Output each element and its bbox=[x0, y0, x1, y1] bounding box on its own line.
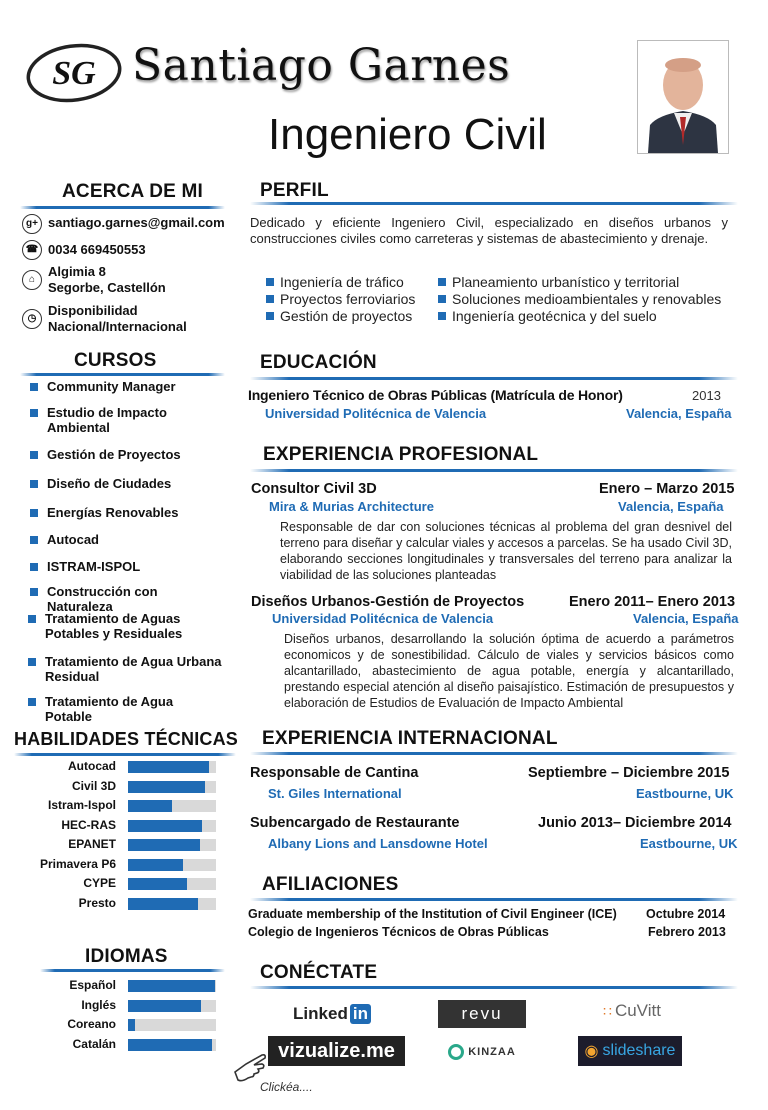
profile-heading: PERFIL bbox=[260, 180, 329, 201]
monogram-logo bbox=[25, 42, 123, 104]
bullet-icon bbox=[28, 698, 36, 706]
bar-fill bbox=[128, 839, 200, 851]
bullet-icon bbox=[30, 409, 38, 417]
bar-label: HEC-RAS bbox=[61, 817, 116, 832]
skill-row bbox=[18, 816, 208, 836]
affiliation-2-date: Febrero 2013 bbox=[648, 925, 726, 939]
profile-area-item: Ingeniería de tráfico bbox=[266, 274, 415, 291]
google-plus-icon: g+ bbox=[22, 214, 42, 234]
job1-role: Consultor Civil 3D bbox=[251, 481, 377, 497]
bar-track bbox=[128, 1000, 216, 1012]
bar-track bbox=[128, 898, 216, 910]
course-item: ISTRAM-ISPOL bbox=[30, 559, 220, 574]
clock-icon: ◷ bbox=[22, 309, 42, 329]
bullet-icon bbox=[28, 615, 36, 623]
profile-areas-left bbox=[266, 274, 415, 325]
bullet-icon bbox=[438, 278, 446, 286]
job-title: Ingeniero Civil bbox=[268, 110, 547, 159]
revu-link[interactable]: revu bbox=[438, 1000, 526, 1028]
job1-dates: Enero – Marzo 2015 bbox=[599, 481, 735, 497]
course-item: Diseño de Ciudades bbox=[30, 476, 220, 491]
bar-track bbox=[128, 761, 216, 773]
job1-description: Responsable de dar con soluciones técnicas al problema del gran desnivel del terreno para diseñar y calcular viales y accesos a parcelas. Se ha usado Civil 3D, elaborando secciones longitudinales y transversales del terreno para analizar la viabilidad de las soluciones planteadas bbox=[280, 520, 732, 582]
skill-row bbox=[18, 835, 208, 855]
language-row bbox=[18, 996, 208, 1016]
profile-area-item: Gestión de proyectos bbox=[266, 308, 415, 325]
bar-label: Istram-Ispol bbox=[47, 798, 116, 812]
bar-label: EPANET bbox=[68, 837, 116, 851]
bar-fill bbox=[128, 1019, 135, 1031]
job2-description: Diseños urbanos, desarrollando la solución óptima de acuerdo a parámetros economicos y de sonestibilidad. Cálculo de viales y servicios básicos como alcantarillado, abastecimiento de agua potable, energía y alcantarillado, prestando especial atención al diseño paisajístico. Estimación de presupuestos y elaboración de Estudios de Evaluación de Impacto Ambiental bbox=[284, 632, 734, 710]
bar-fill bbox=[128, 859, 183, 871]
profile-area-item: Planeamiento urbanístico y territorial bbox=[438, 274, 721, 291]
about-heading: ACERCA DE MI bbox=[62, 181, 204, 202]
education-year: 2013 bbox=[692, 388, 721, 403]
slideshare-link[interactable]: ◉ slideshare bbox=[578, 1036, 682, 1066]
skill-row bbox=[18, 894, 208, 914]
vizualize-link[interactable]: vizualize.me bbox=[268, 1036, 405, 1066]
bar-label: Civil 3D bbox=[71, 778, 116, 793]
skills-heading: HABILIDADES TÉCNICAS bbox=[14, 729, 239, 749]
bar-fill bbox=[128, 878, 187, 890]
course-item: Gestión de Proyectos bbox=[30, 447, 220, 462]
bullet-icon bbox=[30, 383, 38, 391]
bullet-icon bbox=[30, 451, 38, 459]
education-degree: Ingeniero Técnico de Obras Públicas (Matrícula de Honor) bbox=[248, 387, 623, 403]
candidate-name: Santiago Garnes bbox=[132, 40, 511, 91]
bar-fill bbox=[128, 1039, 212, 1051]
bullet-icon bbox=[438, 295, 446, 303]
skill-row bbox=[18, 796, 208, 816]
bullet-icon bbox=[30, 588, 38, 596]
profile-area-item: Ingeniería geotécnica y del suelo bbox=[438, 308, 721, 325]
experience-heading: EXPERIENCIA PROFESIONAL bbox=[263, 444, 539, 465]
intl-job2-location: Eastbourne, UK bbox=[640, 836, 738, 851]
intl-job2-role: Subencargado de Restaurante bbox=[250, 815, 460, 831]
intl-job1-role: Responsable de Cantina bbox=[250, 765, 419, 781]
profile-photo bbox=[637, 40, 729, 154]
bullet-icon bbox=[266, 295, 274, 303]
bar-fill bbox=[128, 980, 215, 992]
bar-fill bbox=[128, 800, 172, 812]
course-item: Estudio de Impacto Ambiental bbox=[30, 405, 220, 435]
bar-track bbox=[128, 980, 216, 992]
skill-row bbox=[18, 874, 208, 894]
profile-area-item: Soluciones medioambientales y renovables bbox=[438, 291, 721, 308]
job2-role: Diseños Urbanos-Gestión de Proyectos bbox=[251, 594, 525, 610]
skill-row bbox=[18, 855, 208, 875]
kinzaa-link[interactable]: KINZAA bbox=[444, 1040, 520, 1064]
click-hint: Clickéa.... bbox=[260, 1080, 313, 1094]
bar-fill bbox=[128, 898, 198, 910]
intl-job1-org: St. Giles International bbox=[268, 786, 402, 801]
intl-job1-dates: Septiembre – Diciembre 2015 bbox=[528, 765, 730, 781]
bullet-icon bbox=[266, 278, 274, 286]
availability-contact: ◷ Disponibilidad Nacional/Internacional bbox=[22, 303, 242, 337]
profile-text: Dedicado y eficiente Ingeniero Civil, especializado en diseños urbanos y construcciones civiles como carreteras y sistemas de abastecimiento y drenaje. bbox=[250, 215, 728, 246]
phone-contact[interactable]: ☎ 0034 669450553 bbox=[22, 240, 242, 262]
course-item: Tratamiento de Agua Urbana Residual bbox=[28, 654, 223, 684]
bullet-icon bbox=[30, 536, 38, 544]
affiliations-heading: AFILIACIONES bbox=[262, 874, 399, 895]
cuvitt-link[interactable]: ∷ CuVitt bbox=[603, 1001, 661, 1020]
bar-label: Primavera P6 bbox=[39, 856, 116, 871]
bar-label: Coreano bbox=[67, 1017, 116, 1031]
bar-label: Español bbox=[69, 978, 116, 992]
kinzaa-icon bbox=[448, 1044, 464, 1060]
courses-heading: CURSOS bbox=[74, 350, 157, 371]
monogram-text: SG bbox=[52, 55, 96, 92]
bar-track bbox=[128, 878, 216, 890]
bar-track bbox=[128, 800, 216, 812]
bar-track bbox=[128, 1019, 216, 1031]
bar-fill bbox=[128, 761, 209, 773]
course-item: Tratamiento de Aguas Potables y Residuales bbox=[28, 611, 223, 641]
intl-job1-location: Eastbourne, UK bbox=[636, 786, 734, 801]
course-item: Autocad bbox=[30, 532, 220, 547]
intl-job2-org: Albany Lions and Lansdowne Hotel bbox=[268, 836, 488, 851]
linkedin-link[interactable]: Linked in bbox=[290, 1002, 374, 1026]
skill-row bbox=[18, 757, 208, 777]
job1-location: Valencia, España bbox=[618, 499, 724, 514]
profile-area-item: Proyectos ferroviarios bbox=[266, 291, 415, 308]
connect-heading: CONÉCTATE bbox=[260, 962, 378, 983]
bar-label: Catalán bbox=[72, 1036, 116, 1051]
address-contact: ⌂ Algimia 8 Segorbe, Castellón bbox=[22, 264, 242, 298]
course-item: Community Manager bbox=[30, 379, 220, 394]
education-heading: EDUCACIÓN bbox=[260, 352, 377, 373]
languages-heading: IDIOMAS bbox=[85, 946, 168, 967]
bullet-icon bbox=[266, 312, 274, 320]
course-item: Energías Renovables bbox=[30, 505, 220, 520]
education-location: Valencia, España bbox=[626, 406, 732, 421]
course-item: Construcción con Naturaleza bbox=[30, 584, 220, 614]
affiliation-1-date: Octubre 2014 bbox=[646, 907, 726, 921]
bar-fill bbox=[128, 781, 205, 793]
bar-label: Autocad bbox=[68, 759, 116, 773]
bullet-icon bbox=[30, 563, 38, 571]
phone-icon: ☎ bbox=[22, 240, 42, 260]
bullet-icon bbox=[30, 509, 38, 517]
bar-track bbox=[128, 1039, 216, 1051]
bar-track bbox=[128, 859, 216, 871]
international-heading: EXPERIENCIA INTERNACIONAL bbox=[262, 728, 558, 749]
slideshare-icon: ◉ bbox=[584, 1043, 599, 1060]
cuvitt-icon: ∷ bbox=[603, 1002, 612, 1019]
bullet-icon bbox=[28, 658, 36, 666]
email-contact[interactable]: g+ santiago.garnes@gmail.com bbox=[22, 214, 242, 236]
language-row bbox=[18, 1035, 208, 1055]
bar-track bbox=[128, 781, 216, 793]
job2-org: Universidad Politécnica de Valencia bbox=[272, 611, 494, 626]
bar-fill bbox=[128, 1000, 201, 1012]
bar-track bbox=[128, 820, 216, 832]
job1-org: Mira & Murias Architecture bbox=[269, 499, 434, 514]
bar-label: CYPE bbox=[83, 876, 116, 890]
profile-areas-right bbox=[438, 274, 721, 325]
job2-location: Valencia, España bbox=[633, 611, 739, 626]
home-icon: ⌂ bbox=[22, 270, 42, 290]
affiliation-1-name: Graduate membership of the Institution of Civil Engineer (ICE) bbox=[248, 907, 617, 921]
language-row bbox=[18, 1015, 208, 1035]
bar-track bbox=[128, 839, 216, 851]
bar-label: Presto bbox=[78, 895, 116, 910]
bar-fill bbox=[128, 820, 202, 832]
skill-row bbox=[18, 777, 208, 797]
course-item: Tratamiento de Agua Potable bbox=[28, 694, 223, 724]
job2-dates: Enero 2011– Enero 2013 bbox=[569, 594, 736, 610]
language-row bbox=[18, 976, 208, 996]
intl-job2-dates: Junio 2013– Diciembre 2014 bbox=[538, 815, 732, 831]
education-school: Universidad Politécnica de Valencia bbox=[265, 406, 487, 421]
affiliation-2-name: Colegio de Ingenieros Técnicos de Obras Públicas bbox=[248, 925, 549, 939]
bullet-icon bbox=[30, 480, 38, 488]
bar-label: Inglés bbox=[81, 997, 116, 1012]
bullet-icon bbox=[438, 312, 446, 320]
